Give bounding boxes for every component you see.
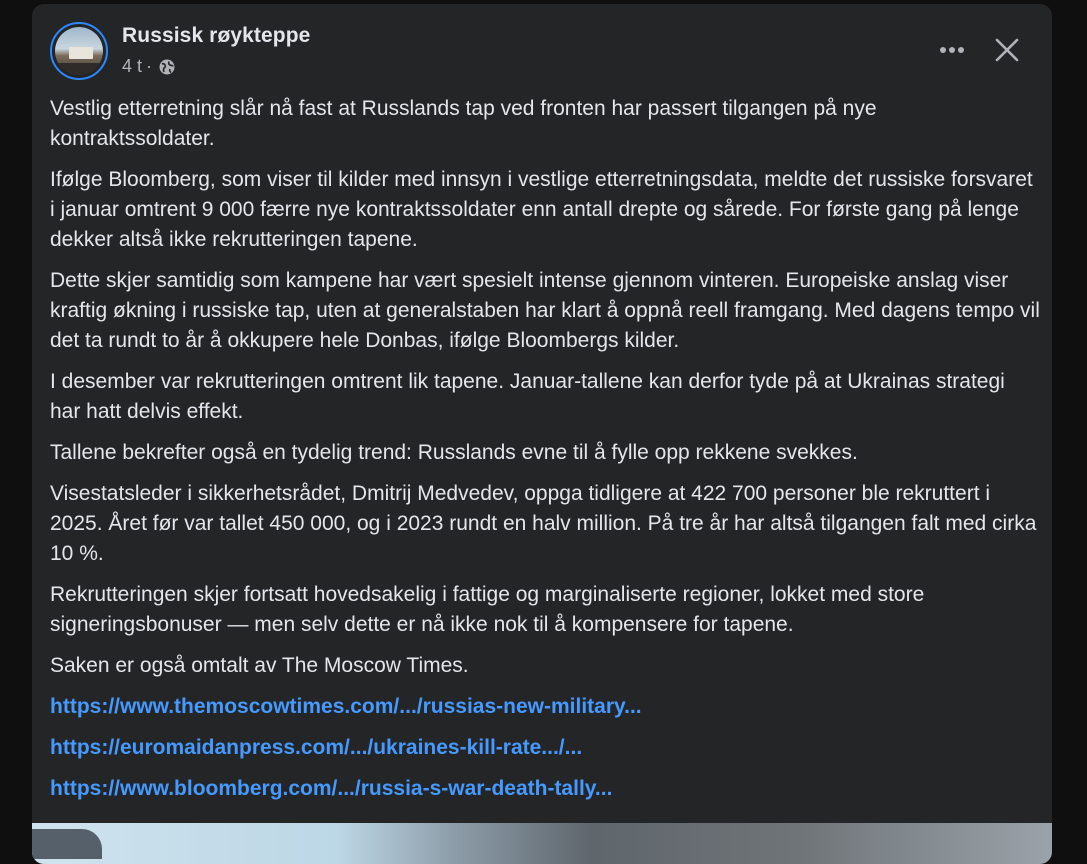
more-horizontal-icon bbox=[939, 46, 965, 54]
close-button[interactable] bbox=[987, 30, 1027, 70]
post-timestamp[interactable]: 4 t bbox=[122, 56, 143, 76]
more-options-button[interactable] bbox=[932, 30, 972, 70]
post-meta bbox=[122, 56, 176, 77]
post-paragraph: Ifølge Bloomberg, som viser til kilder med innsyn i vestlige etterretningsdata, meldte det russiske forsvaret i januar omtrent 9 000 færre nye kontraktssoldater enn antall drepte og sårede. For første gang på lenge dekker altså ikke rekrutteringen tapene. bbox=[50, 168, 1033, 251]
post-paragraph: Vestlig etterretning slår nå fast at Russlands tap ved fronten har passert tilgangen på nye kontraktssoldater. bbox=[50, 97, 877, 150]
meta-separator: · bbox=[146, 56, 153, 76]
link-euromaidan-press[interactable]: https://euromaidanpress.com/.../ukraines-kill-rate.../... bbox=[50, 736, 583, 759]
post-paragraph: Visestatsleder i sikkerhetsrådet, Dmitrij Medvedev, oppga tidligere at 422 700 personer ble rekruttert i 2025. Året før var tallet 450 000, og i 2023 rundt en halv million. På tre år har altså tilgangen falt med cirka 10 %. bbox=[50, 482, 1037, 565]
post-paragraph: Dette skjer samtidig som kampene har vært spesielt intense gjennom vinteren. Europeiske anslag viser kraftig økning i russiske tap, uten at generalstaben har klart å oppnå reell framgang. Med dagens tempo vil det ta rundt to år å okkupere hele Donbas, ifølge Bloombergs kilder. bbox=[50, 269, 1040, 352]
post-card bbox=[32, 4, 1052, 864]
page-name-link[interactable]: Russisk røykteppe bbox=[122, 24, 311, 47]
close-icon bbox=[995, 38, 1019, 62]
link-bloomberg[interactable]: https://www.bloomberg.com/.../russia-s-war-death-tally... bbox=[50, 777, 613, 800]
post-header bbox=[32, 4, 1052, 88]
post-paragraph: Saken er også omtalt av The Moscow Times. bbox=[50, 654, 469, 677]
post-paragraph: Tallene bekrefter også en tydelig trend: Russlands evne til å fylle opp rekkene svekkes. bbox=[50, 441, 858, 464]
globe-icon[interactable] bbox=[158, 58, 176, 76]
post-image[interactable] bbox=[32, 823, 1052, 864]
post-paragraph: Rekrutteringen skjer fortsatt hovedsakelig i fattige og marginaliserte regioner, lokket med store signeringsbonuser — men selv dette er nå ikke nok til å kompensere for tapene. bbox=[50, 583, 925, 636]
page-avatar[interactable] bbox=[50, 22, 108, 80]
post-paragraph: I desember var rekrutteringen omtrent lik tapene. Januar-tallene kan derfor tyde på at Ukrainas strategi har hatt delvis effekt. bbox=[50, 370, 1005, 423]
link-moscow-times[interactable]: https://www.themoscowtimes.com/.../russias-new-military... bbox=[50, 695, 642, 718]
post-body bbox=[50, 94, 1040, 815]
avatar-image bbox=[55, 27, 103, 75]
